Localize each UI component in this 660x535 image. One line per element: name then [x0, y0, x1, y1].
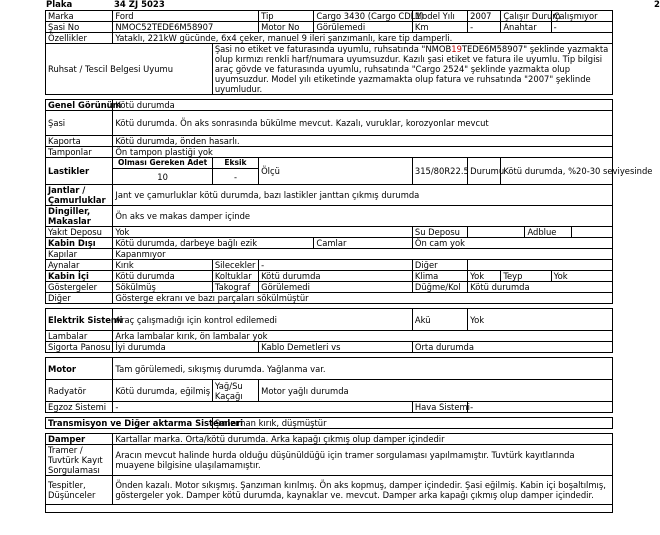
row-dingil [46, 206, 613, 227]
elektrik-label: Elektrik Sistemi [46, 309, 113, 331]
sasi-value: Kötü durumda. Ön aks sonrasında bükülme mevcut. Kazalı, vuruklar, korozyonlar mevcut [113, 111, 613, 136]
yil-label: Model Yılı [412, 11, 467, 22]
adblue-label: Adblue [525, 227, 571, 238]
kabin-diger-label: Diğer [46, 293, 113, 304]
kablo-value: Orta durumda [412, 342, 612, 353]
diger-label: Diğer [412, 260, 467, 271]
motor-label: Motor [46, 358, 113, 380]
genel-gorunum-value: Kötü durumda [113, 100, 613, 111]
kablo-label: Kablo Demetleri vs [259, 342, 413, 353]
durumu-value: Kötü durumda, %20-30 seviyesinde [501, 158, 613, 185]
row-ozellikler [46, 33, 613, 44]
kapilar-label: Kapılar [46, 249, 113, 260]
teyp-value: Yok [551, 271, 612, 282]
anahtar-value: - [551, 22, 612, 33]
transmisyon-label: Transmisyon ve Diğer aktarma Sistemleri [46, 418, 213, 429]
sigorta-value: İyi durumda [113, 342, 259, 353]
ruhsat-label: Ruhsat / Tescil Belgesi Uyumu [46, 44, 213, 95]
row-sasi [46, 111, 613, 136]
yagsu-label: Yağ/Su Kaçağı [212, 380, 258, 402]
takograf-value: Görülemedi [259, 282, 413, 293]
km-value: - [468, 22, 501, 33]
yakit-label: Yakıt Deposu [46, 227, 113, 238]
row-tespit [46, 476, 613, 505]
tespit-value: Önden kazalı. Motor sıkışmış. Şanzıman kırılmış. Ön aks kopmuş, damper içindedir. Şasi eğilmiş. Kabin içi boşaltılmış, göstergeler yok. Damper kötü durumda, kaynaklar ve. mevcut. Damper arka kapağı çıkmış olup damper içindedir. [113, 476, 613, 505]
koltuk-value: Kötü durumda [259, 271, 413, 282]
tespit-label: Tespitler, Düşünceler [46, 476, 113, 505]
silecek-value: - [259, 260, 413, 271]
row-kaporta [46, 136, 613, 147]
anahtar-label: Anahtar [501, 22, 551, 33]
motor-no-label: Motor No [259, 22, 314, 33]
silecek-label: Silecekler [212, 260, 258, 271]
tampon-value: Ön tampon plastiği yok [113, 147, 613, 158]
row-tampon [46, 147, 613, 158]
jant-value: Jant ve çamurluklar kötü durumda, bazı lastikler janttan çıkmış durumda [113, 185, 613, 206]
row-sasi-no [46, 22, 613, 33]
row-transmisyon [46, 418, 613, 429]
row-ruhsat [46, 44, 613, 95]
kabin-ici-value: Kötü durumda [113, 271, 213, 282]
klima-value: Yok [468, 271, 501, 282]
row-aynalar [46, 260, 613, 271]
row-damper [46, 434, 613, 445]
diger-value [468, 260, 613, 271]
eksik-label: Eksik [212, 158, 258, 169]
aku-value: Yok [468, 309, 613, 331]
row-kabin-ici [46, 271, 613, 282]
radyator-label: Radyatör [46, 380, 113, 402]
calisir-label: Çalışır Durum [501, 11, 551, 22]
sigorta-label: Sigorta Panosu [46, 342, 113, 353]
camlar-value: Ön cam yok [412, 238, 612, 249]
row-jant [46, 185, 613, 206]
row-kapilar [46, 249, 613, 260]
gosterge-value: Sökülmüş [113, 282, 213, 293]
kabin-diger-value: Gösterge ekranı ve bazı parçaları sökülmüştür [113, 293, 613, 304]
yakit-value: Yok [113, 227, 413, 238]
row-empty [46, 505, 613, 513]
elektrik-value: Araç çalışmadığı için kontrol edilemedi [113, 309, 413, 331]
aynalar-value: Kırık [113, 260, 213, 271]
damper-value: Kartallar marka. Orta/kötü durumda. Arka kapağı çıkmış olup damper içindedir [113, 434, 613, 445]
row-egzoz [46, 402, 613, 413]
durumu-label: Durumu [468, 158, 501, 185]
row-radyator [46, 380, 613, 402]
row-elektrik [46, 309, 613, 331]
row-motor [46, 358, 613, 380]
marka-label: Marka [46, 11, 113, 22]
page-number: 2 [654, 0, 660, 10]
olcu-value: 315/80R22.5 [412, 158, 467, 185]
olcu-label: Ölçü [259, 158, 413, 185]
tip-value: Cargo 3430 (Cargo CDL1) [314, 11, 413, 22]
km-label: Km [412, 22, 467, 33]
row-yakit [46, 227, 613, 238]
aku-label: Akü [412, 309, 467, 331]
dugme-value: Kötü durumda [468, 282, 613, 293]
olmasi-label: Olması Gereken Adet [113, 158, 213, 169]
camlar-label: Camlar [314, 238, 413, 249]
lastik-label: Lastikler [46, 158, 113, 185]
sasi-label: Şasi [46, 111, 113, 136]
marka-value: Ford [113, 11, 259, 22]
genel-gorunum-label: Genel Görünüm [46, 100, 113, 111]
ruhsat-mismatch: 19 [451, 44, 462, 54]
klima-label: Klima [412, 271, 467, 282]
hava-value: - [468, 402, 613, 413]
lamba-label: Lambalar [46, 331, 113, 342]
egzoz-label: Egzoz Sistemi [46, 402, 113, 413]
transmisyon-value: Şanzıman kırık, düşmüştür [212, 418, 612, 429]
kabin-disi-label: Kabin Dışı [46, 238, 113, 249]
tramer-value: Aracın mevcut halinde hurda olduğu düşünüldüğü için tramer sorgulaması yapılmamıştır. Tuvtürk kayıtlarında muayene bilgisine ulaşılamamıştır. [113, 445, 613, 476]
calisir-value: Çalışmıyor [551, 11, 612, 22]
motor-no-value: Görülemedi [314, 22, 413, 33]
kaporta-label: Kaporta [46, 136, 113, 147]
damper-label: Damper [46, 434, 113, 445]
kabin-disi-value: Kötü durumda, darbeye bağlı ezik [113, 238, 314, 249]
tampon-label: Tamponlar [46, 147, 113, 158]
row-tramer [46, 445, 613, 476]
yil-value: 2007 [468, 11, 501, 22]
dingil-label: Dingiller, Makaslar [46, 206, 113, 227]
sasi-no-value: NMOC52TEDE6M58907 [113, 22, 259, 33]
plaka-value: 34 ZJ 5023 [114, 0, 165, 10]
egzoz-value: - [113, 402, 413, 413]
row-kabin-disi [46, 238, 613, 249]
lamba-value: Arka lambalar kırık, ön lambalar yok [113, 331, 613, 342]
ruhsat-text-a: Şasi no etiket ve faturasında uyumlu, ruhsatında "NMOB [214, 44, 452, 54]
koltuk-label: Koltuklar [212, 271, 258, 282]
takograf-label: Takograf [212, 282, 258, 293]
radyator-value: Kötü durumda, eğilmiş [113, 380, 213, 402]
su-label: Su Deposu [412, 227, 467, 238]
kabin-ici-label: Kabin İçi [46, 271, 113, 282]
gosterge-label: Göstergeler [46, 282, 113, 293]
ruhsat-value [212, 44, 612, 95]
tip-label: Tip [259, 11, 314, 22]
row-lastik-head [46, 158, 613, 169]
eksik-value: - [212, 169, 258, 185]
jant-label: Jantlar / Çamurluklar [46, 185, 113, 206]
dugme-label: Düğme/Kol [412, 282, 467, 293]
ozellikler-value: Yataklı, 221kW gücünde, 6x4 çeker, manuel 9 ileri şanzımanlı, kare tip damperli. [113, 33, 613, 44]
sasi-no-label: Şasi No [46, 22, 113, 33]
row-genel [46, 100, 613, 111]
olmasi-value: 10 [113, 169, 213, 185]
kapilar-value: Kapanmıyor [113, 249, 613, 260]
row-marka [46, 11, 613, 22]
plaka-label: Plaka [46, 0, 73, 10]
inspection-table [45, 10, 653, 513]
page-header [0, 0, 660, 10]
yagsu-value: Motor yağlı durumda [259, 380, 613, 402]
kaporta-value: Kötü durumda, önden hasarlı. [113, 136, 613, 147]
adblue-value [571, 227, 612, 238]
motor-value: Tam görülemedi, sıkışmış durumda. Yağlanma var. [113, 358, 613, 380]
teyp-label: Teyp [501, 271, 551, 282]
row-lambalar [46, 331, 613, 342]
row-kabin-diger [46, 293, 613, 304]
su-value [468, 227, 525, 238]
ozellikler-label: Özellikler [46, 33, 113, 44]
tramer-label: Tramer / Tuvtürk Kayıt Sorgulaması [46, 445, 113, 476]
ruhsat-text-b: TEDE6M58907" şeklinde yazmakta olup kırmızı renkli harf/numara uyumsuzdur. Kazılı şasi etiket ve fatura ile uyumlu. Tip bilgisi araç gövde ve faturasında uyumlu, ruhsatında "Cargo 2524" şeklinde yazmakta olup uyumsuzdur. Model yılı etiketinde yazmamakta olup fatura ve ruhsatında "2007" şeklinde uyumludur. [214, 44, 609, 94]
row-gostergeler [46, 282, 613, 293]
dingil-value: Ön aks ve makas damper içinde [113, 206, 613, 227]
row-sigorta [46, 342, 613, 353]
aynalar-label: Aynalar [46, 260, 113, 271]
hava-label: Hava Sistemi [412, 402, 467, 413]
